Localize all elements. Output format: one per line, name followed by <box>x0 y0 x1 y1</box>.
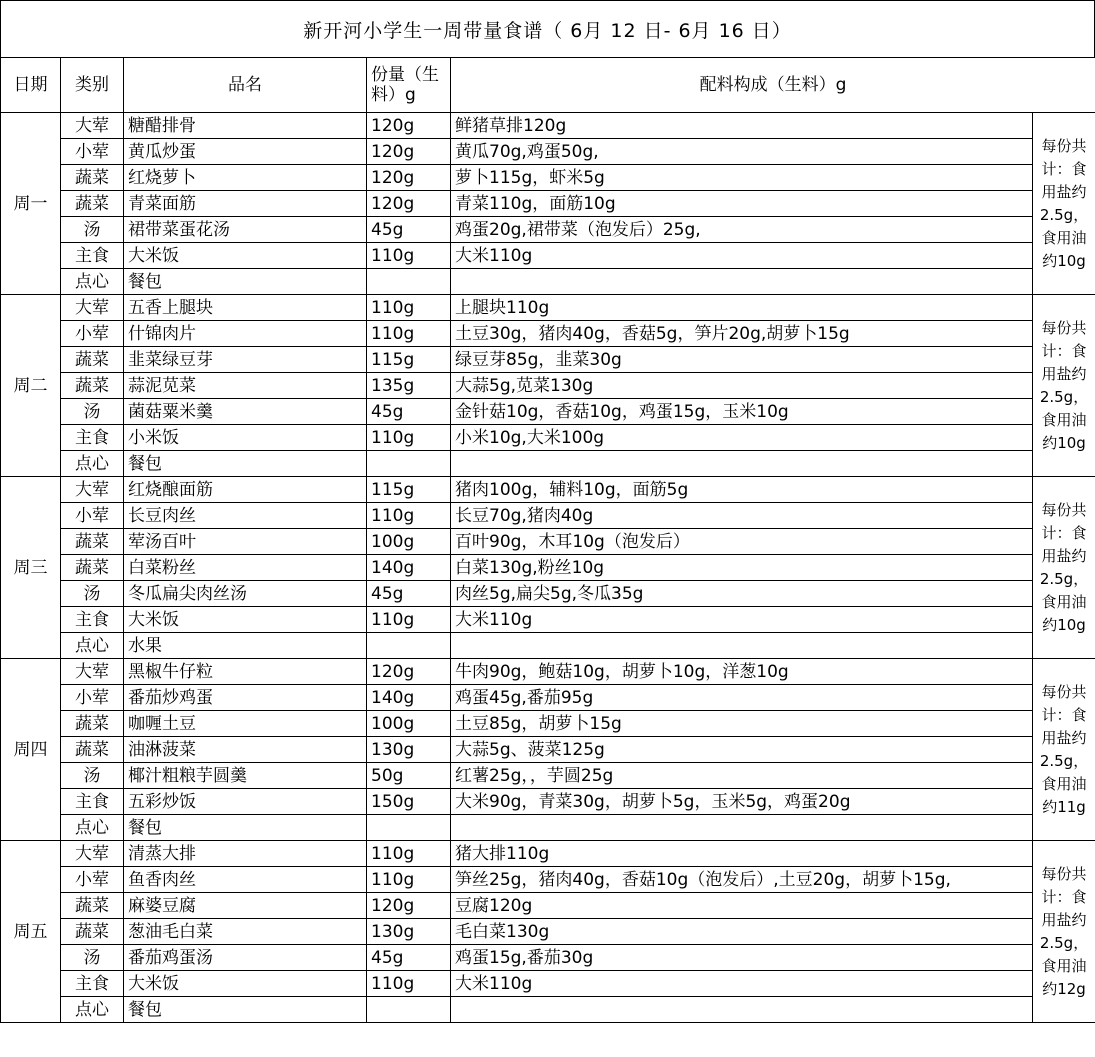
table-row <box>1 659 1095 685</box>
ingredients-cell: 鸡蛋45g,番茄95g <box>451 685 1033 711</box>
portion-cell: 110g <box>367 425 451 451</box>
table-row <box>1 217 1095 243</box>
portion-cell: 120g <box>367 191 451 217</box>
dish-cell: 番茄鸡蛋汤 <box>124 945 367 971</box>
dish-cell: 红烧酿面筋 <box>124 477 367 503</box>
table-row <box>1 295 1095 321</box>
portion-cell: 100g <box>367 711 451 737</box>
table-row <box>1 165 1095 191</box>
ingredients-cell: 肉丝5g,扁尖5g,冬瓜35g <box>451 581 1033 607</box>
table-row <box>1 763 1095 789</box>
page-title: 新开河小学生一周带量食谱（ 6月 12 日- 6月 16 日） <box>0 0 1095 57</box>
portion-cell <box>367 451 451 477</box>
dish-cell: 葱油毛白菜 <box>124 919 367 945</box>
category-cell: 点心 <box>61 633 124 659</box>
table-row <box>1 113 1095 139</box>
portion-cell: 120g <box>367 659 451 685</box>
dish-cell: 大米饭 <box>124 607 367 633</box>
category-cell: 小荤 <box>61 321 124 347</box>
nutrition-note: 每份共计：食用盐约2.5g，食用油约12g <box>1033 841 1095 1023</box>
dish-cell: 白菜粉丝 <box>124 555 367 581</box>
category-cell: 大荤 <box>61 659 124 685</box>
category-cell: 主食 <box>61 243 124 269</box>
category-cell: 点心 <box>61 997 124 1023</box>
day-label: 周二 <box>1 295 61 477</box>
category-cell: 蔬菜 <box>61 191 124 217</box>
table-row <box>1 399 1095 425</box>
table-row <box>1 373 1095 399</box>
header-category: 类别 <box>61 58 124 113</box>
ingredients-cell: 绿豆芽85g，韭菜30g <box>451 347 1033 373</box>
category-cell: 蔬菜 <box>61 165 124 191</box>
ingredients-cell: 小米10g,大米100g <box>451 425 1033 451</box>
category-cell: 蔬菜 <box>61 919 124 945</box>
nutrition-note: 每份共计：食用盐约2.5g，食用油约10g <box>1033 477 1095 659</box>
category-cell: 蔬菜 <box>61 737 124 763</box>
ingredients-cell: 长豆70g,猪肉40g <box>451 503 1033 529</box>
ingredients-cell <box>451 269 1033 295</box>
category-cell: 汤 <box>61 581 124 607</box>
day-label: 周五 <box>1 841 61 1023</box>
ingredients-cell: 上腿块110g <box>451 295 1033 321</box>
table-row <box>1 971 1095 997</box>
dish-cell: 韭菜绿豆芽 <box>124 347 367 373</box>
category-cell: 点心 <box>61 269 124 295</box>
category-cell: 汤 <box>61 399 124 425</box>
day-label: 周三 <box>1 477 61 659</box>
category-cell: 小荤 <box>61 139 124 165</box>
dish-cell: 五彩炒饭 <box>124 789 367 815</box>
ingredients-cell: 鲜猪草排120g <box>451 113 1033 139</box>
portion-cell: 110g <box>367 243 451 269</box>
header-dish: 品名 <box>124 58 367 113</box>
table-row <box>1 581 1095 607</box>
dish-cell: 椰汁粗粮芋圆羹 <box>124 763 367 789</box>
portion-cell: 110g <box>367 321 451 347</box>
category-cell: 主食 <box>61 971 124 997</box>
dish-cell: 大米饭 <box>124 243 367 269</box>
dish-cell: 黑椒牛仔粒 <box>124 659 367 685</box>
nutrition-note: 每份共计：食用盐约2.5g，食用油约10g <box>1033 113 1095 295</box>
dish-cell: 餐包 <box>124 997 367 1023</box>
dish-cell: 五香上腿块 <box>124 295 367 321</box>
day-label: 周一 <box>1 113 61 295</box>
portion-cell <box>367 815 451 841</box>
dish-cell: 长豆肉丝 <box>124 503 367 529</box>
dish-cell: 咖喱土豆 <box>124 711 367 737</box>
dish-cell: 鱼香肉丝 <box>124 867 367 893</box>
header-portion: 份量（生料）g <box>367 58 451 113</box>
table-row <box>1 139 1095 165</box>
dish-cell: 餐包 <box>124 269 367 295</box>
ingredients-cell: 土豆85g，胡萝卜15g <box>451 711 1033 737</box>
ingredients-cell: 白菜130g,粉丝10g <box>451 555 1033 581</box>
ingredients-cell: 大蒜5g、菠菜125g <box>451 737 1033 763</box>
nutrition-note: 每份共计：食用盐约2.5g，食用油约11g <box>1033 659 1095 841</box>
dish-cell: 糖醋排骨 <box>124 113 367 139</box>
ingredients-cell <box>451 633 1033 659</box>
dish-cell: 清蒸大排 <box>124 841 367 867</box>
portion-cell: 110g <box>367 841 451 867</box>
portion-cell: 120g <box>367 113 451 139</box>
ingredients-cell: 豆腐120g <box>451 893 1033 919</box>
ingredients-cell: 牛肉90g，鲍菇10g，胡萝卜10g，洋葱10g <box>451 659 1033 685</box>
portion-cell: 45g <box>367 399 451 425</box>
portion-cell <box>367 997 451 1023</box>
table-row <box>1 815 1095 841</box>
table-row <box>1 789 1095 815</box>
category-cell: 汤 <box>61 763 124 789</box>
header-row <box>1 58 1095 113</box>
table-row <box>1 425 1095 451</box>
portion-cell: 140g <box>367 555 451 581</box>
dish-cell: 红烧萝卜 <box>124 165 367 191</box>
category-cell: 蔬菜 <box>61 711 124 737</box>
category-cell: 大荤 <box>61 295 124 321</box>
portion-cell: 120g <box>367 139 451 165</box>
menu-table <box>0 57 1095 1023</box>
portion-cell: 45g <box>367 581 451 607</box>
table-row <box>1 269 1095 295</box>
table-row <box>1 867 1095 893</box>
ingredients-cell: 笋丝25g，猪肉40g，香菇10g（泡发后）,土豆20g，胡萝卜15g, <box>451 867 1033 893</box>
dish-cell: 黄瓜炒蛋 <box>124 139 367 165</box>
table-row <box>1 607 1095 633</box>
portion-cell: 115g <box>367 477 451 503</box>
table-row <box>1 451 1095 477</box>
dish-cell: 大米饭 <box>124 971 367 997</box>
category-cell: 大荤 <box>61 841 124 867</box>
portion-cell: 110g <box>367 295 451 321</box>
ingredients-cell: 大米90g，青菜30g，胡萝卜5g，玉米5g，鸡蛋20g <box>451 789 1033 815</box>
dish-cell: 番茄炒鸡蛋 <box>124 685 367 711</box>
portion-cell: 45g <box>367 217 451 243</box>
dish-cell: 油淋菠菜 <box>124 737 367 763</box>
ingredients-cell: 青菜110g，面筋10g <box>451 191 1033 217</box>
portion-cell: 50g <box>367 763 451 789</box>
table-row <box>1 685 1095 711</box>
ingredients-cell: 鸡蛋20g,裙带菜（泡发后）25g, <box>451 217 1033 243</box>
category-cell: 大荤 <box>61 477 124 503</box>
dish-cell: 小米饭 <box>124 425 367 451</box>
ingredients-cell: 大米110g <box>451 971 1033 997</box>
header-ingredients: 配料构成（生料）g <box>451 58 1095 113</box>
table-row <box>1 633 1095 659</box>
portion-cell: 130g <box>367 737 451 763</box>
portion-cell: 120g <box>367 165 451 191</box>
category-cell: 蔬菜 <box>61 347 124 373</box>
dish-cell: 青菜面筋 <box>124 191 367 217</box>
category-cell: 汤 <box>61 945 124 971</box>
ingredients-cell: 鸡蛋15g,番茄30g <box>451 945 1033 971</box>
ingredients-cell: 红薯25g，，芋圆25g <box>451 763 1033 789</box>
portion-cell: 140g <box>367 685 451 711</box>
dish-cell: 菌菇粟米羹 <box>124 399 367 425</box>
table-row <box>1 555 1095 581</box>
ingredients-cell: 猪肉100g，辅料10g，面筋5g <box>451 477 1033 503</box>
portion-cell: 45g <box>367 945 451 971</box>
table-row <box>1 347 1095 373</box>
dish-cell: 餐包 <box>124 815 367 841</box>
ingredients-cell: 大蒜5g,苋菜130g <box>451 373 1033 399</box>
ingredients-cell: 百叶90g，木耳10g（泡发后） <box>451 529 1033 555</box>
table-row <box>1 997 1095 1023</box>
category-cell: 小荤 <box>61 685 124 711</box>
ingredients-cell: 土豆30g，猪肉40g，香菇5g，笋片20g,胡萝卜15g <box>451 321 1033 347</box>
table-row <box>1 321 1095 347</box>
dish-cell: 餐包 <box>124 451 367 477</box>
portion-cell: 135g <box>367 373 451 399</box>
category-cell: 主食 <box>61 607 124 633</box>
table-row <box>1 841 1095 867</box>
category-cell: 点心 <box>61 815 124 841</box>
portion-cell: 130g <box>367 919 451 945</box>
ingredients-cell: 猪大排110g <box>451 841 1033 867</box>
portion-cell: 110g <box>367 867 451 893</box>
category-cell: 主食 <box>61 789 124 815</box>
category-cell: 蔬菜 <box>61 555 124 581</box>
portion-cell: 120g <box>367 893 451 919</box>
ingredients-cell <box>451 815 1033 841</box>
table-row <box>1 243 1095 269</box>
ingredients-cell: 大米110g <box>451 607 1033 633</box>
table-row <box>1 893 1095 919</box>
ingredients-cell: 黄瓜70g,鸡蛋50g, <box>451 139 1033 165</box>
category-cell: 汤 <box>61 217 124 243</box>
ingredients-cell <box>451 997 1033 1023</box>
portion-cell: 110g <box>367 971 451 997</box>
dish-cell: 裙带菜蛋花汤 <box>124 217 367 243</box>
ingredients-cell: 萝卜115g，虾米5g <box>451 165 1033 191</box>
dish-cell: 蒜泥苋菜 <box>124 373 367 399</box>
ingredients-cell <box>451 451 1033 477</box>
table-row <box>1 711 1095 737</box>
header-day: 日期 <box>1 58 61 113</box>
nutrition-note: 每份共计：食用盐约2.5g，食用油约10g <box>1033 295 1095 477</box>
ingredients-cell: 毛白菜130g <box>451 919 1033 945</box>
category-cell: 主食 <box>61 425 124 451</box>
category-cell: 蔬菜 <box>61 893 124 919</box>
dish-cell: 麻婆豆腐 <box>124 893 367 919</box>
portion-cell: 100g <box>367 529 451 555</box>
dish-cell: 冬瓜扁尖肉丝汤 <box>124 581 367 607</box>
table-row <box>1 477 1095 503</box>
table-row <box>1 529 1095 555</box>
table-row <box>1 945 1095 971</box>
portion-cell: 110g <box>367 503 451 529</box>
table-row <box>1 503 1095 529</box>
dish-cell: 荤汤百叶 <box>124 529 367 555</box>
portion-cell: 110g <box>367 607 451 633</box>
dish-cell: 水果 <box>124 633 367 659</box>
category-cell: 蔬菜 <box>61 373 124 399</box>
category-cell: 蔬菜 <box>61 529 124 555</box>
portion-cell: 150g <box>367 789 451 815</box>
portion-cell <box>367 633 451 659</box>
category-cell: 大荤 <box>61 113 124 139</box>
portion-cell <box>367 269 451 295</box>
portion-cell: 115g <box>367 347 451 373</box>
table-row <box>1 191 1095 217</box>
dish-cell: 什锦肉片 <box>124 321 367 347</box>
table-row <box>1 919 1095 945</box>
category-cell: 小荤 <box>61 867 124 893</box>
ingredients-cell: 大米110g <box>451 243 1033 269</box>
table-row <box>1 737 1095 763</box>
ingredients-cell: 金针菇10g，香菇10g，鸡蛋15g，玉米10g <box>451 399 1033 425</box>
day-label: 周四 <box>1 659 61 841</box>
category-cell: 点心 <box>61 451 124 477</box>
category-cell: 小荤 <box>61 503 124 529</box>
